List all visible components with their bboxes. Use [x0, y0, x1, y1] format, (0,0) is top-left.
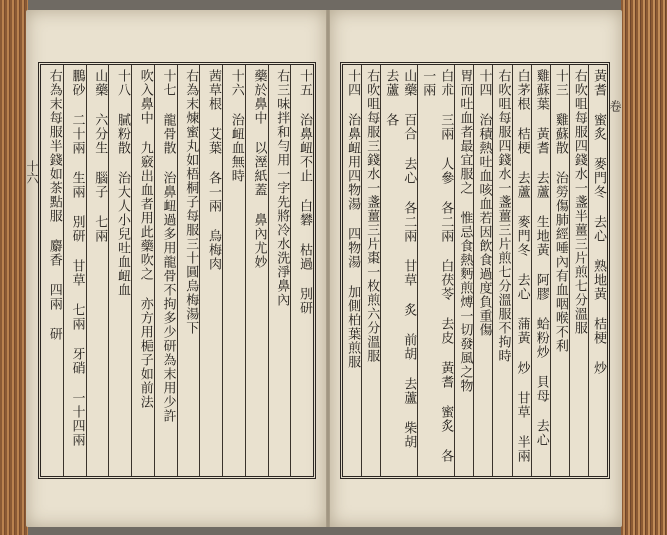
text-column: 十八 膩粉散 治大人小兒吐血衄血 [108, 65, 131, 476]
right-text-columns [343, 65, 607, 476]
text-column: 右吹咀每服四錢水一盞薑三片煎七分溫服不拘時 [492, 65, 511, 476]
text-column: 十四 治鼻衄用四物湯 四物湯 加側柏葉煎服 [345, 69, 361, 369]
text-column: 吹入鼻中 九竅出血者用此藥吹之 亦方用梔子如前法 [131, 65, 154, 476]
book-fore-edge-left [0, 0, 28, 535]
text-column: 十五 治鼻衄不止 白礬 枯過 別研 [290, 65, 313, 476]
text-column: 白朮 三兩 人參 各二兩 白茯苓 去皮 黃耆 蜜炙 各一兩 [417, 65, 454, 476]
text-column: 右吹咀每服四錢水一盞半薑三片煎七分溫服 [569, 65, 588, 476]
book-fore-edge-right [621, 0, 667, 535]
text-column: 茜草根 艾葉 各一兩 烏梅肉 [199, 65, 222, 476]
right-page [330, 10, 622, 527]
text-column: 山藥 六分生 腦子 七兩 [86, 65, 109, 476]
left-text-frame [38, 62, 316, 479]
text-column: 十三 雞蘇散 治勞傷肺經唾內有血咽喉不利 [550, 65, 569, 476]
text-column: 十六 治衄血無時 [222, 65, 245, 476]
text-column: 右三味拌和勻用一字先將冷水洗淨鼻內 [268, 65, 291, 476]
right-page-edge-mark: 卷 [608, 100, 622, 112]
text-column: 藥於鼻中 以溼紙蓋 鼻內尤妙 [245, 65, 268, 476]
text-column: 右為末煉蜜丸如梧桐子每服三十圓烏梅湯下 [177, 65, 200, 476]
text-column: 鵬砂 二十兩 生兩 別研 甘草 七兩 牙硝 一十四兩 [63, 65, 86, 476]
text-column: 白茅根 桔梗 去蘆 麥門冬 去心 蒲黃 炒 甘草 半兩 [512, 65, 531, 476]
left-page [26, 10, 326, 527]
text-column: 右吹咀每服三錢水一盞薑三片棗一枚煎六分溫服 [361, 65, 380, 476]
text-column: 胃而吐血者最宜服之 惟忌食熱麪煎煿一切發風之物 [454, 65, 473, 476]
right-text-frame [340, 62, 610, 479]
text-column: 十七 龍骨散 治鼻衄過多用龍骨不拘多少研為末用少許 [154, 65, 177, 476]
left-text-columns [41, 65, 313, 476]
text-column: 十四 治積熱吐血咳血若因飲食過度負重傷 [473, 65, 492, 476]
text-column: 山藥 百合 去心 各二兩 甘草 炙 前胡 去蘆 柴胡 去蘆 各 [380, 65, 417, 476]
text-column: 右為末每服半錢如茶點服 麝香 四兩 研 [46, 69, 62, 341]
text-column: 黃耆 蜜炙 麥門冬 去心 熟地黃 桔梗 炒 [588, 65, 607, 476]
left-page-edge-mark: 十六 [25, 160, 39, 184]
text-column: 雞蘇葉 黃耆 去蘆 生地黃 阿膠 蛤粉炒 貝母 去心 [531, 65, 550, 476]
